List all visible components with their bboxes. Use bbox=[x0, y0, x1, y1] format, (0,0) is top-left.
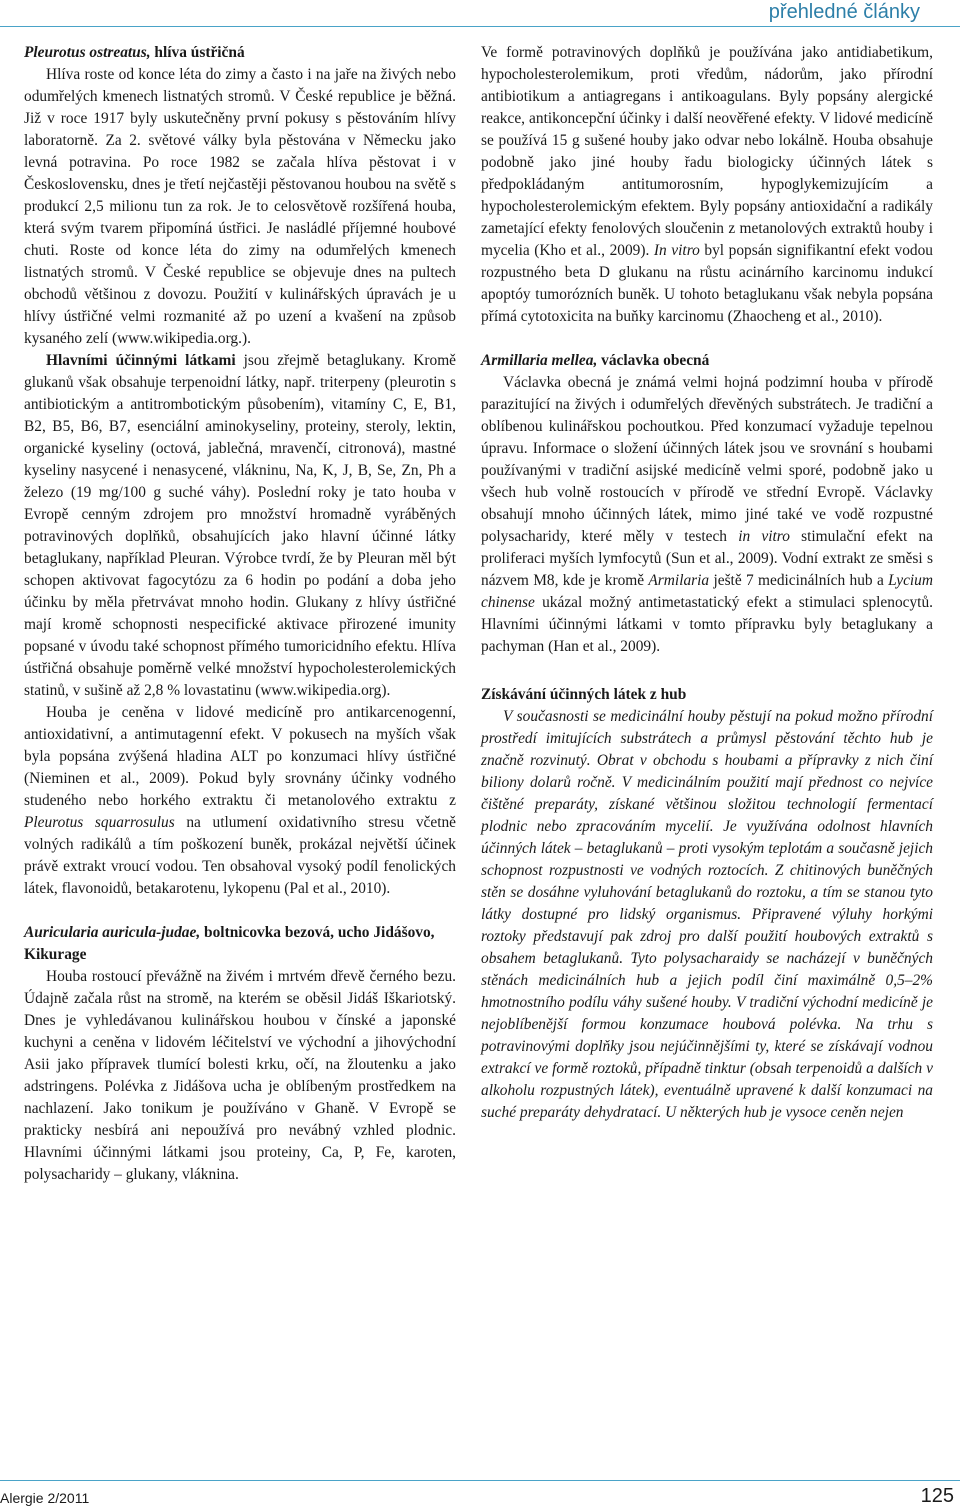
header-rule bbox=[0, 26, 960, 27]
paragraph-text: ještě 7 medicinálních hub a bbox=[709, 572, 889, 589]
heading-pleurotus bbox=[24, 42, 456, 64]
footer-rule bbox=[0, 1480, 960, 1481]
paragraph-text: stimulační efekt na proliferaci myších lymfocytů (Sun et al., 2009). Vodní extrakt ze směsi s názvem M8, kde je kromě bbox=[481, 528, 933, 589]
paragraph bbox=[24, 702, 456, 900]
latin-name: Armilaria bbox=[648, 572, 710, 589]
paragraph-text: ukázal možný antimetastatický efekt a stimulaci splenocytů. Hlavními účinnými látkami v tomto přípravku byly betaglukany a pachyman (Han et al., 2009). bbox=[481, 594, 933, 655]
paragraph-text: Václavka obecná je známá velmi hojná podzimní houba v přírodě parazitující na živých i odumřelých dřevěných substrátech. Je tradiční a oblíbenou kulinářskou pochoutkou. Před konzumací vyžaduje tepelnou úpravu. Informace o složení účinných látek jsou ve srovnání s houbami používanými v tradiční asijské medicíně velmi sporé, podobně jako u všech hub volně rostoucích v přírodě ve střední Evropě. Václavky obsahují mnoho účinných látek, mimo jiné také ve vodě rozpustné polysacharidy, které měly v testech bbox=[481, 374, 933, 545]
journal-label: Alergie 2/2011 bbox=[0, 1490, 90, 1506]
paragraph: Hlíva roste od konce léta do zimy a často i na jaře na živých nebo odumřelých kmenech listnatých stromů. V České republice je běžná. Již v roce 1917 byly uskutečněny první pokusy s pěstováním hlívy laboratorně. Za 2. světové války byla pěstována v Německu jako levná potravina. Po roce 1982 se začala hlíva pěstovat i v Československu, dnes je třetí nejčastěji pěstovanou houbou na světě s produkcí 2,5 milionu tun za rok. Je to celosvětově rozšířená houba, která svým tvarem připomíná ústřici. Je nasládlé příjemné houbové chuti. Roste od konce léta do zimy na odumřelých kmenech listnatých stromů. V České republice se objevuje dnes na pultech obchodů většinou z dovozu. Použití v kulinářských úpravách je u hlívy ústřičné velmi rozmanité až po uzení a kvašení na způsob kysaného zelí (www.wikipedia.org.). bbox=[24, 66, 456, 347]
heading-auricularia bbox=[24, 922, 456, 966]
paragraph bbox=[24, 350, 456, 702]
latin-name: Lycium chinense bbox=[481, 572, 933, 611]
heading-common: václavka obecná bbox=[597, 352, 710, 369]
paragraph-text: jsou zřejmě betaglukany. Kromě glukanů však obsahuje terpenoidní látky, např. triterpeny (pleurotin s antibiotickým a antitrombotickým působením), vitamíny C, E, B1, B2, B5, B6, B7, esenciální aminokyseliny, proteiny, steroly, lektin, organické kyseliny (octová, jablečná, mravenčí, citronová), mastné kyseliny nasycené i nenasycené, vlákninu, Na, K, J, B, Se, Zn, Ph a železo (19 mg/100 g suché váhy). Poslední roky je tato houba v Evropě cenným zdrojem pro množství hromadně vyráběných potravinových doplňků, obsahujících jako hlavní účinné látky betaglukany, například Pleuran. Výrobce tvrdí, že by Pleuran měl být schopen aktivovat fagocytózu za 6 hodin po podání a doba jeho účinku by měla přetrvávat mnoho hodin. Glukany z hlívy ústřičné mají kromě schopnosti nespecifické aktivace přirozené imunity popsané v úvodu také schopnost přímého tumoricidního efektu. Hlíva ústřičná obsahuje poměrně velké množství hypocholesterolemických statinů, v sušině až 2,8 % lovastatinu (www.wikipedia.org). bbox=[24, 352, 456, 699]
heading-common: boltnicovka bezová, ucho Jidášovo, Kikurage bbox=[24, 924, 435, 963]
bold-phrase: Hlavními účinnými látkami bbox=[46, 352, 236, 369]
heading-common: hlíva ústřičná bbox=[150, 44, 245, 61]
italic-phrase: In vitro bbox=[653, 242, 700, 259]
paragraph-text: na utlumení oxidativního stresu včetně volných radikálů a tím poškození buněk, prokázal největší účinek právě extrakt vroucí vodou. Ten obsahoval vysoký podíl fenolických látek, flavonoidů, betakarotenu, lykopenu (Pal et al., 2010). bbox=[24, 814, 456, 897]
paragraph-text: Ve formě potravinových doplňků je používána jako antidiabetikum, hypocholesterolemikum, proti vředům, nádorům, jako přírodní antibiotikum a antiagregans i antikoagulans. Byly popsány alergické reakce, antikoncepční účinky i další neověřené efekty. V lidové medicíně se používá 15 g sušené houby jako odvar nebo lokálně. Houba obsahuje podobně jako jiné houby řadu biologicky účinných látek s předpokládaným antitumorosním, hypoglykemizujícím a hypocholesterolemickým efektem. Byly popsány antioxidační a radikály zametající efekty fenolových sloučenin z metanolových extraktů houby i mycelia (Kho et al., 2009). bbox=[481, 44, 933, 259]
paragraph bbox=[481, 372, 933, 658]
page-number: 125 bbox=[920, 1485, 954, 1507]
heading-armillaria bbox=[481, 350, 933, 372]
paragraph bbox=[481, 42, 933, 328]
paragraph: V současnosti se medicinální houby pěstují na pokud možno přírodní prostředí imitujících substrátech a průmysl pěstování těchto hub je značně rozvinutý. Obrat v obchodu s houbami a přípravky z nich činí biliony dolarů ročně. V medicinálním použití mají přednost co nejvíce čištěné preparáty, získané většinou složitou technologií fermentací plodnic nebo zpracováním mycelií. Je využívána odolnost hlavních účinných látek – betaglukanů – proti vysokým teplotám a současně jejich schopnost rozpustnosti ve vodných roztocích. Z chitinových buněčných stěn se dosáhne vyluhování betaglukanů do roztoku, a tím se stanou tyto látky dostupné pro lidský organismus. Připravené výluhy horkými roztoky představují pak zdroj pro další použití houbových extraktů s obsahem betaglukanů. Tyto polysacharaidy se nacházejí v buněčných stěnách medicinálních hub a jejich podíl činí maximálně 0,5–2% hmotnostního podílu váhy sušené houby. V tradiční východní medicíně je nejoblíbenější formou konzumace houbová polévka. Na trhu s potravinovými doplňky jsou nejúčinnějšími ty, které se získávají vodnou extrakcí ve formě roztoků, případně tinktur (obsah terpenoidů a dalších v alkoholu rozpustných látek), eventuálně upravené k další konzumaci na suché preparáty dehydratací. U některých hub je vysoce ceněn nejen bbox=[481, 708, 933, 1121]
heading-latin: Armillaria mellea, bbox=[481, 352, 598, 369]
latin-name: Pleurotus squarrosulus bbox=[24, 814, 175, 831]
paragraph: Houba rostoucí převážně na živém i mrtvém dřevě černého bezu. Údajně začala růst na stromě, na kterém se oběsil Jidáš Iškariotský. Dnes je vyhledávanou kulinářskou houbou v čínské a japonské kuchyni a ceněna v lidovém léčitelství ve východní a jihovýchodní Asii jako přípravek tlumící bolesti krku, očí, na žloutenku a jako adstringens. Polévka z Jidášova ucha je oblíbeným prostředkem na nachlazení. Jako tonikum je používáno v Ghaně. V Evropě se prakticky nesbírá ani nepoužívá pro nevábný vzhled plodnic. Hlavními účinnými látkami jsou proteiny, Ca, P, Fe, karoten, polysacharidy – glukany, vláknina. bbox=[24, 968, 456, 1183]
left-column bbox=[24, 42, 456, 1186]
right-column bbox=[481, 42, 933, 1124]
heading-extraction: Získávání účinných látek z hub bbox=[481, 686, 687, 703]
paragraph-text: byl popsán signifikantní efekt vodou rozpustného beta D glukanu na růstu acinárního karcinomu indukcí apoptóy tumorózních buněk. U tohoto betaglukanu však nebyla popsána přímá cytotoxicita na buňky karcinomu (Zhaocheng et al., 2010). bbox=[481, 242, 934, 325]
heading-latin: Pleurotus ostreatus, bbox=[24, 44, 151, 61]
heading-latin: Auricularia auricula-judae, bbox=[24, 924, 201, 941]
section-label: přehledné články bbox=[759, 0, 920, 24]
italic-phrase: in vitro bbox=[738, 528, 790, 545]
paragraph-text: Houba je ceněna v lidové medicíně pro antikarcenogenní, antioxidativní, a antimutagenní efekt. V pokusech na myších však byla popsána zvýšená hladina ALT po konzumaci hlívy ústřičné (Nieminen et al., 2009). Pokud byly srovnány účinky vodného studeného nebo horkého extraktu či metanolového extraktu z bbox=[24, 704, 456, 809]
